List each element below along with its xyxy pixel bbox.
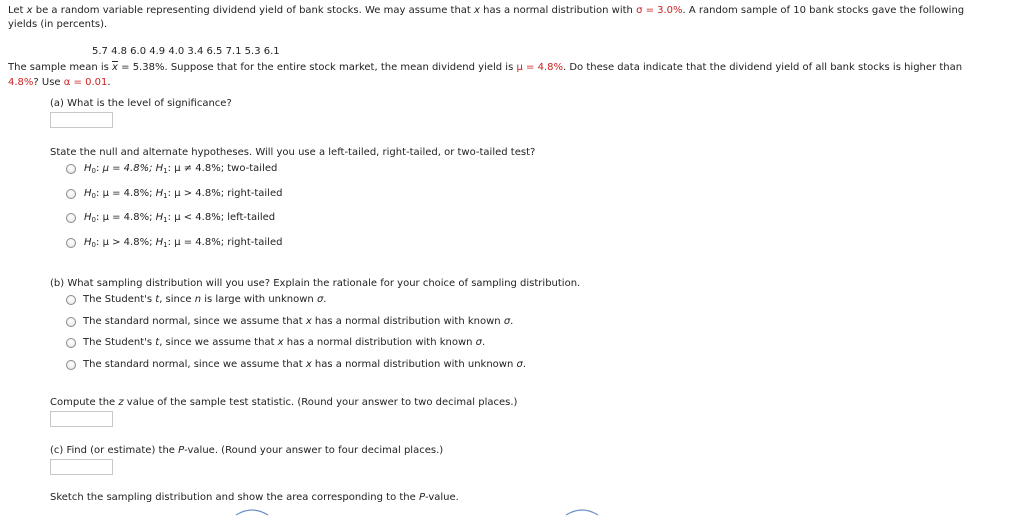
question-text: -value. (Round your answer to four decimal places.) (184, 445, 444, 456)
distribution-graph-arc[interactable] (232, 507, 272, 516)
h0-symbol: H (84, 188, 92, 199)
intro-text: be a random variable representing dividend yield of bank stocks. We may assume that (32, 5, 475, 16)
intro-text: = 5.38%. Suppose that for the entire stock market, the mean dividend yield is (117, 62, 517, 73)
option-var: σ (316, 294, 324, 305)
option-text: . (323, 294, 327, 305)
radio-button[interactable] (66, 164, 76, 174)
question-text: (c) Find (or estimate) the (50, 445, 179, 456)
option-var: x (305, 359, 312, 370)
option-var: n (194, 294, 202, 305)
intro-text: . (107, 77, 111, 88)
intro-line-1 (8, 5, 964, 17)
sketch-instruction (50, 492, 459, 504)
distribution-option-label[interactable] (83, 294, 326, 306)
option-text: has a normal distribution with unknown (311, 359, 517, 370)
h1-subscript: 1 (163, 192, 168, 200)
option-text: . (522, 359, 527, 370)
option-var: t (155, 337, 160, 348)
z-value-answer-input[interactable] (50, 411, 113, 427)
question-var: P (178, 445, 185, 456)
compute-z-question (50, 397, 517, 409)
h1-subscript: 1 (163, 167, 168, 175)
xbar-symbol: $\overline{x}$ (112, 62, 118, 73)
option-var: t (155, 294, 160, 305)
question-text: Compute the (50, 397, 119, 408)
intro-text: . Do these data indicate that the dividend yield of all bank stocks is higher than (562, 62, 963, 73)
hypothesis-option-label[interactable]: $H_0$: μ > 4.8%; $H_1$: μ = 4.8%; right-tailed (84, 237, 283, 249)
radio-button[interactable] (66, 213, 76, 223)
intro-line-4 (8, 77, 111, 89)
option-var: σ (475, 337, 482, 348)
option-text: . (482, 337, 486, 348)
significance-answer-input[interactable] (50, 112, 113, 128)
h0-text: μ = 4.8%; (102, 212, 153, 223)
option-text: The standard normal, since we assume that (83, 359, 306, 370)
h0-subscript: 0 (91, 167, 96, 175)
intro-text: has a normal distribution with (479, 5, 637, 16)
h0-symbol: H (84, 237, 92, 248)
hypothesis-option-label[interactable]: $H_0$: μ = 4.8%; $H_1$: μ < 4.8%; left-tailed (84, 212, 276, 224)
option-text: , since we assume that (159, 337, 278, 348)
sigma-value: σ = 3.0% (636, 5, 683, 16)
h1-symbol: H (155, 237, 164, 248)
h0-subscript: 0 (91, 241, 96, 249)
option-var: σ (516, 359, 523, 370)
p-value-answer-input[interactable] (50, 459, 113, 475)
alpha-value: α = 0.01 (63, 77, 108, 88)
distribution-option-label[interactable] (83, 316, 513, 328)
option-var: x (305, 316, 312, 327)
option-text: has a normal distribution with known (283, 337, 476, 348)
h0-text: μ > 4.8%; (102, 237, 153, 248)
part-b-question: (b) What sampling distribution will you use? Explain the rationale for your choice of sampling distribution. (50, 278, 581, 289)
h0-subscript: 0 (91, 216, 96, 224)
option-text: has a normal distribution with known (311, 316, 504, 327)
question-var: P (418, 492, 425, 503)
distribution-option-label[interactable] (83, 359, 526, 371)
option-var: x (277, 337, 284, 348)
radio-button[interactable] (66, 360, 76, 370)
option-text: The standard normal, since we assume that (83, 316, 306, 327)
intro-line-2: yields (in percents). (8, 19, 108, 30)
part-a-question: (a) What is the level of significance? (50, 98, 232, 109)
question-var: z (118, 397, 124, 408)
radio-button[interactable] (66, 238, 76, 248)
h1-subscript: 1 (163, 216, 168, 224)
option-text: The Student's (83, 337, 156, 348)
intro-var-x: x (26, 5, 33, 16)
h1-symbol: H (155, 163, 164, 174)
hypotheses-question: State the null and alternate hypotheses. Will you use a left-tailed, right-tailed, or two-tailed test? (50, 147, 536, 158)
radio-button[interactable] (66, 295, 76, 305)
h0-text: μ = 4.8%; (102, 163, 153, 174)
h0-text: μ = 4.8%; (102, 188, 153, 199)
h0-symbol: H (84, 212, 92, 223)
intro-line-3 (8, 62, 962, 74)
radio-button[interactable] (66, 189, 76, 199)
intro-text: The sample mean is (8, 62, 113, 73)
hypothesis-option-label[interactable]: $H_0$: μ = 4.8%; $H_1$: μ > 4.8%; right-tailed (84, 188, 283, 200)
h1-symbol: H (155, 188, 164, 199)
h1-text: μ = 4.8%; right-tailed (174, 237, 283, 248)
distribution-option-label[interactable] (83, 337, 485, 349)
h1-subscript: 1 (163, 241, 168, 249)
mu-value: μ = 4.8% (516, 62, 563, 73)
threshold-value: 4.8% (8, 77, 34, 88)
option-text: . (510, 316, 514, 327)
data-values: 5.7 4.8 6.0 4.9 4.0 3.4 6.5 7.1 5.3 6.1 (92, 46, 280, 57)
hypothesis-option-label[interactable]: $H_0$: μ = 4.8%; $H_1$: μ ≠ 4.8%; two-tailed (84, 163, 278, 175)
h1-text: μ ≠ 4.8%; two-tailed (174, 163, 278, 174)
option-var: σ (503, 316, 511, 327)
part-c-question (50, 445, 443, 457)
intro-text: . A random sample of 10 bank stocks gave the following (682, 5, 965, 16)
intro-var-x: x (474, 5, 480, 16)
option-text: The Student's (83, 294, 156, 305)
h1-text: μ < 4.8%; left-tailed (174, 212, 276, 223)
question-text: Sketch the sampling distribution and show the area corresponding to the (50, 492, 419, 503)
question-text: -value. (425, 492, 459, 503)
h1-symbol: H (155, 212, 164, 223)
question-text: value of the sample test statistic. (Round your answer to two decimal places.) (123, 397, 518, 408)
distribution-graph-arc[interactable] (562, 507, 602, 516)
intro-text: ? Use (33, 77, 64, 88)
h0-subscript: 0 (91, 192, 96, 200)
h1-text: μ > 4.8%; right-tailed (174, 188, 283, 199)
radio-button[interactable] (66, 317, 76, 327)
h0-symbol: H (84, 163, 92, 174)
option-text: , since (159, 294, 195, 305)
option-text: is large with unknown (201, 294, 317, 305)
intro-text: Let (8, 5, 27, 16)
radio-button[interactable] (66, 338, 76, 348)
